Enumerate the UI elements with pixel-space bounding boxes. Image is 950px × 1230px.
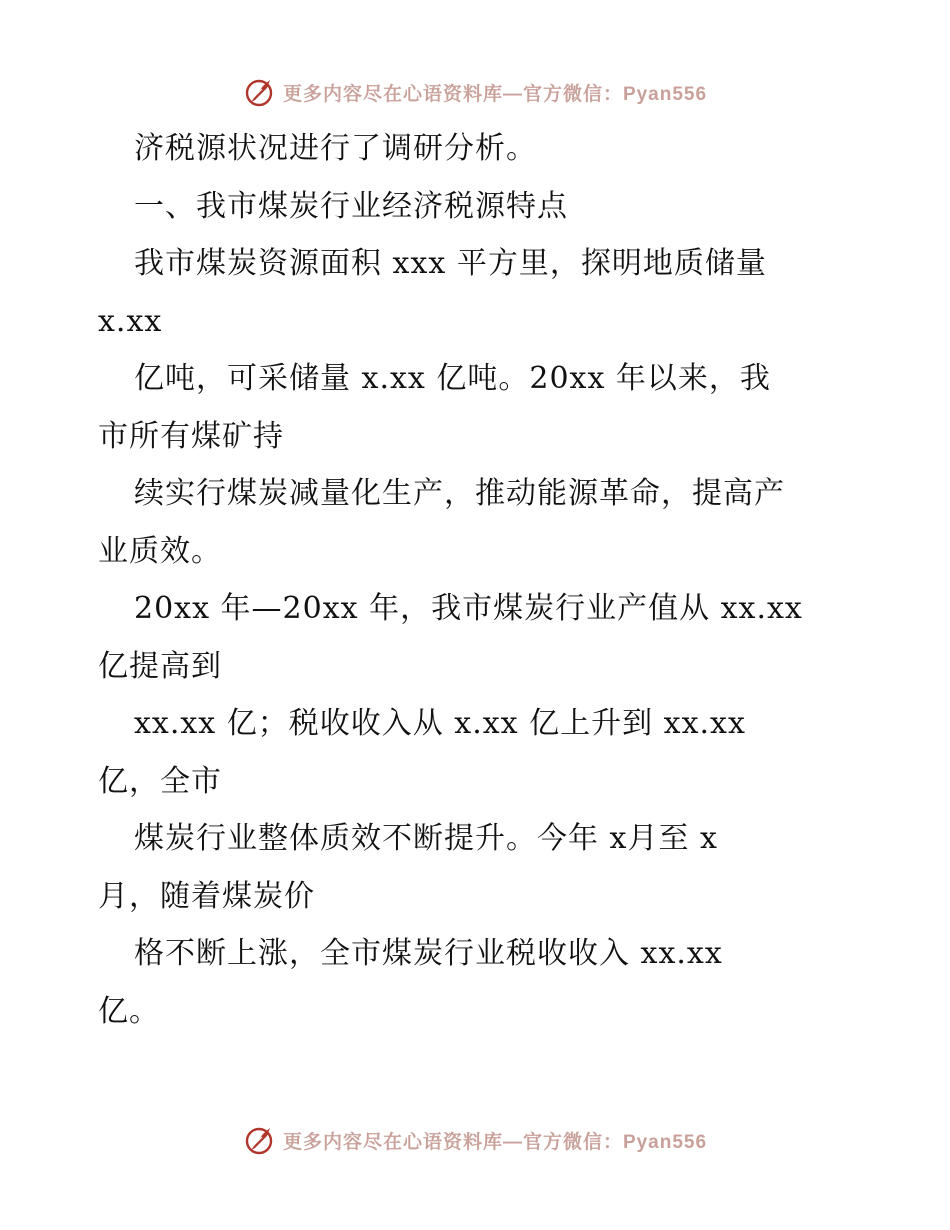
body-text-line: xx.xx 亿；税收收入从 x.xx 亿上升到 xx.xx xyxy=(134,706,746,741)
body-text-line: 我市煤炭资源面积 xxx 平方里，探明地质储量 xyxy=(134,246,767,281)
body-text-line: 亿。 xyxy=(98,993,160,1029)
body-text-line: 亿吨，可采储量 x.xx 亿吨。20xx 年以来，我 xyxy=(134,361,771,396)
body-text-line: 续实行煤炭减量化生产，推动能源革命，提高产 xyxy=(134,476,785,511)
body-text-line: 亿提高到 xyxy=(98,648,222,684)
body-text-line: 20xx 年—20xx 年，我市煤炭行业产值从 xx.xx xyxy=(134,591,803,626)
footer-banner-text: 更多内容尽在心语资料库—官方微信：Pyan556 xyxy=(282,1131,708,1153)
body-text-line: 亿，全市 xyxy=(98,763,222,799)
body-text-line: 一、我市煤炭行业经济税源特点 xyxy=(134,188,568,224)
header-banner-text: 更多内容尽在心语资料库—官方微信：Pyan556 xyxy=(282,83,708,105)
body-text-line: 煤炭行业整体质效不断提升。今年 x月至 x xyxy=(134,821,718,856)
body-text-line: 格不断上涨，全市煤炭行业税收收入 xx.xx xyxy=(134,936,723,971)
body-text-line: 业质效。 xyxy=(98,533,222,569)
quill-pen-logo-icon xyxy=(243,1124,275,1156)
body-text-line: x.xx xyxy=(98,303,163,339)
body-text-line: 济税源状况进行了调研分析。 xyxy=(134,131,537,166)
header-banner xyxy=(0,72,950,112)
body-text-line: 月，随着煤炭价 xyxy=(98,878,315,914)
quill-pen-logo-icon xyxy=(243,76,275,108)
body-text-line: 市所有煤矿持 xyxy=(98,418,284,454)
footer-banner xyxy=(0,1120,950,1160)
document-body xyxy=(98,120,858,1040)
